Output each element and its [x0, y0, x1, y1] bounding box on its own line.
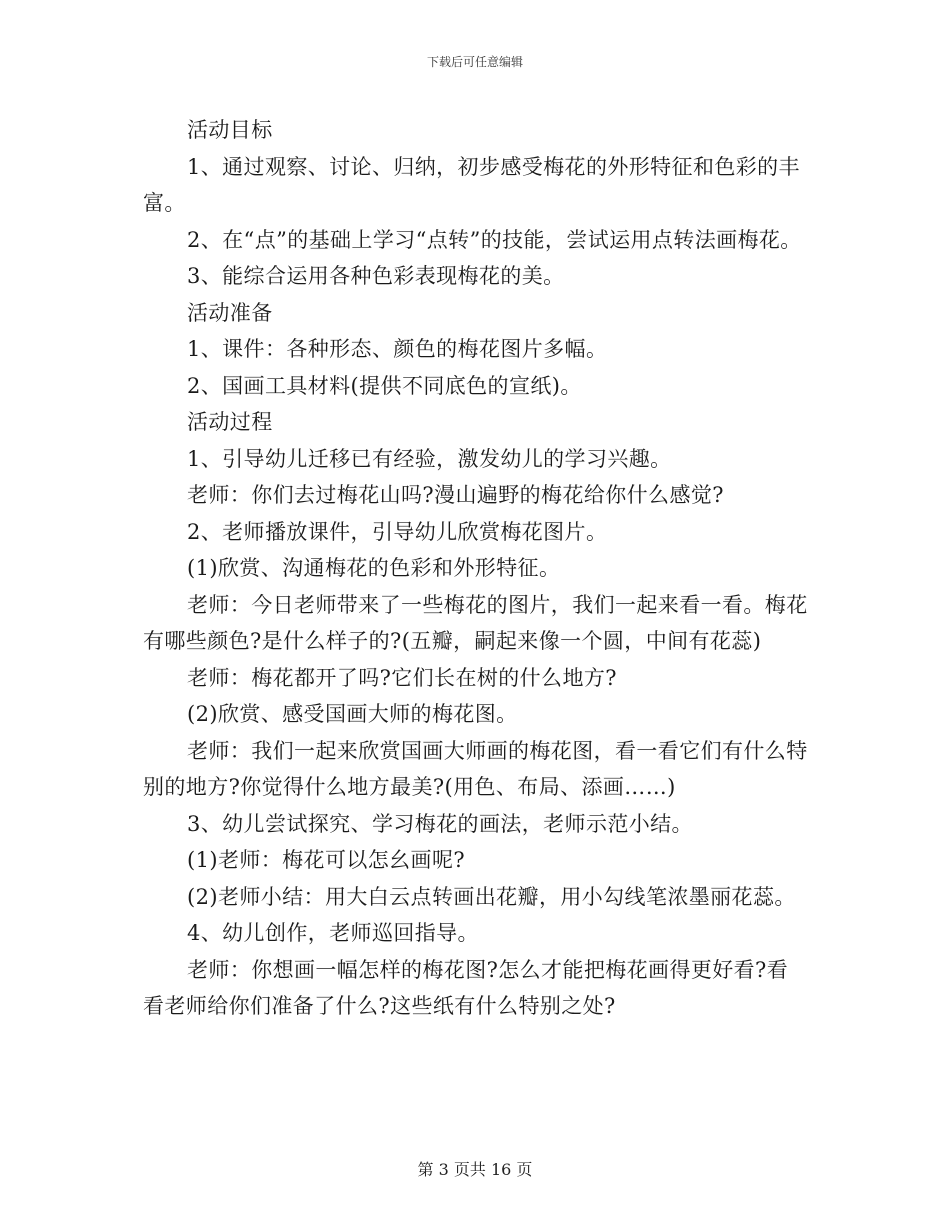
process-step-4: 4、幼儿创作，老师巡回指导。: [187, 921, 479, 945]
process-substep: (2)老师小结：用大白云点转画出花瓣，用小勾线笔浓墨丽花蕊。: [187, 884, 796, 909]
page-header-note: 下载后可任意编辑: [426, 55, 523, 69]
goal-item-1: 1、通过观察、讨论、归纳，初步感受梅花的外形特征和色彩的丰富。: [143, 154, 800, 215]
teacher-dialogue: 老师：梅花都开了吗?它们长在树的什么地方?: [187, 665, 617, 690]
goal-item-3: 3、能综合运用各种色彩表现梅花的美。: [187, 264, 565, 288]
section-heading-process: 活动过程: [187, 410, 273, 434]
teacher-dialogue: 老师：你们去过梅花山吗?漫山遍野的梅花给你什么感觉?: [187, 483, 724, 507]
goal-item-2: 2、在“点”的基础上学习“点转”的技能，尝试运用点转法画梅花。: [187, 227, 802, 252]
section-heading-goals: 活动目标: [187, 118, 273, 142]
process-substep: (1)欣赏、沟通梅花的色彩和外形特征。: [187, 556, 561, 580]
teacher-dialogue: 老师：我们一起来欣赏国画大师画的梅花图，看一看它们有什么特别的地方?你觉得什么地方最美?(用色、布局、添画……): [143, 738, 808, 799]
process-substep: (1)老师：梅花可以怎幺画呢?: [187, 848, 466, 872]
teacher-dialogue: 老师：今日老师带来了一些梅花的图片，我们一起来看一看。梅花有哪些颜色?是什么样子的?(五瓣，嗣起来像一个圆，中间有花蕊): [143, 592, 808, 653]
section-heading-preparation: 活动准备: [187, 300, 273, 325]
document-body: [143, 112, 808, 1025]
process-substep: (2)欣赏、感受国画大师的梅花图。: [187, 702, 518, 726]
preparation-item-2: 2、国画工具材料(提供不同底色的宣纸)。: [187, 373, 582, 398]
preparation-item-1: 1、课件：各种形态、颜色的梅花图片多幅。: [187, 337, 608, 361]
page-number-footer: 第 3 页共 16 页: [417, 1160, 533, 1179]
process-step-2: 2、老师播放课件，引导幼儿欣赏梅花图片。: [187, 519, 608, 544]
teacher-dialogue: 老师：你想画一幅怎样的梅花图?怎么才能把梅花画得更好看?看看老师给你们准备了什么?这些纸有什么特别之处?: [143, 957, 789, 1018]
process-step-1: 1、引导幼儿迁移已有经验，激发幼儿的学习兴趣。: [187, 446, 672, 471]
process-step-3: 3、幼儿尝试探究、学习梅花的画法，老师示范小结。: [187, 811, 693, 836]
